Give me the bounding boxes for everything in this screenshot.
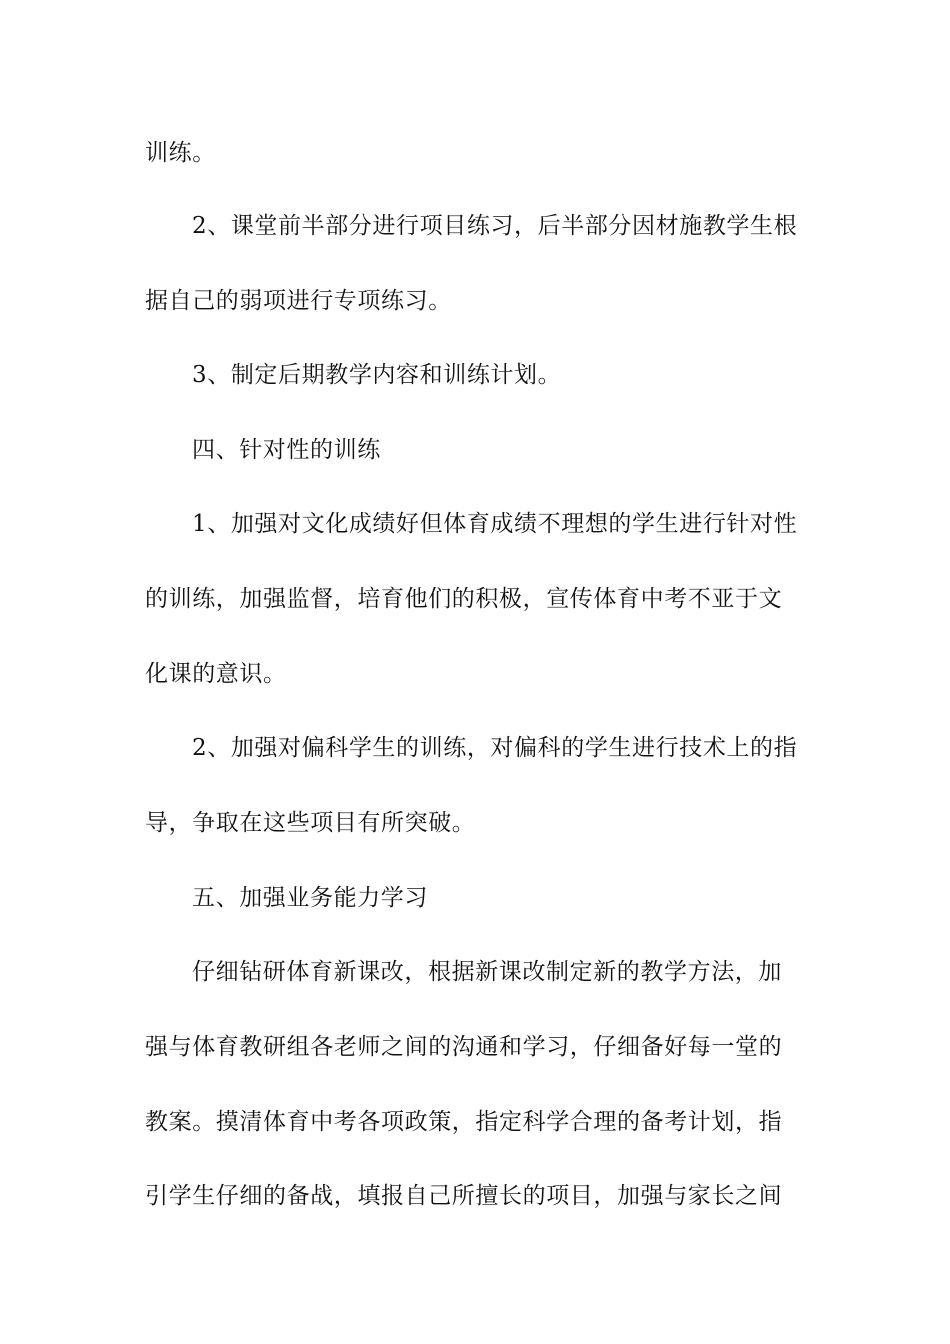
text-line: 化课的意识。 [145,661,287,687]
section-heading: 五、加强业务能力学习 [192,885,428,911]
text-line: 仔细钻研体育新课改，根据新课改制定新的教学方法，加 [192,959,782,985]
text-line: 据自己的弱项进行专项练习。 [145,288,452,314]
text-line: 2、加强对偏科学生的训练，对偏科的学生进行技术上的指 [192,735,798,761]
text-line: 2、课堂前半部分进行项目练习，后半部分因材施教学生根 [192,213,798,239]
text-line: 导，争取在这些项目有所突破。 [145,810,476,836]
text-line: 教案。摸清体育中考各项政策，指定科学合理的备考计划，指 [145,1109,783,1135]
text-line: 引学生仔细的备战，填报自己所擅长的项目，加强与家长之间 [145,1183,783,1209]
text-line: 1、加强对文化成绩好但体育成绩不理想的学生进行针对性 [192,511,798,537]
section-heading: 四、针对性的训练 [192,437,381,463]
text-line: 训练。 [145,140,216,166]
text-line: 3、制定后期教学内容和训练计划。 [192,362,562,388]
text-line: 强与体育教研组各老师之间的沟通和学习，仔细备好每一堂的 [145,1034,783,1060]
text-line: 的训练，加强监督，培育他们的积极，宣传体育中考不亚于文 [145,586,783,612]
